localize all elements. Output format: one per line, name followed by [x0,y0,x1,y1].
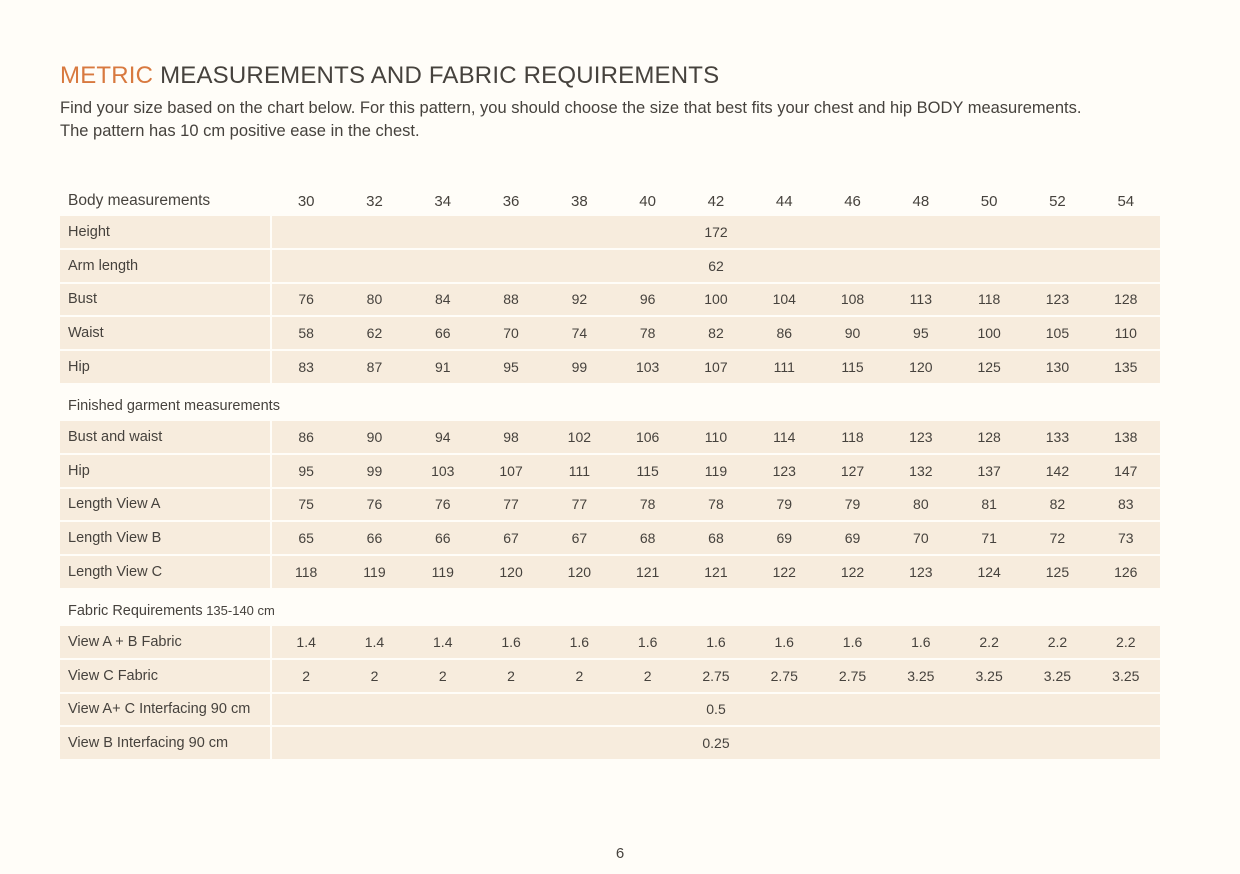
row-cell: 115 [818,351,886,385]
row-cell: 80 [887,489,955,523]
row-cell: 96 [614,284,682,318]
row-cell: 94 [409,421,477,455]
row-cell: 138 [1092,421,1160,455]
row-cell: 123 [887,556,955,590]
row-cell: 95 [887,317,955,351]
row-cell: 66 [409,317,477,351]
table-row [60,522,1160,556]
row-cell: 105 [1023,317,1091,351]
row-label: Arm length [60,250,272,284]
row-cell: 118 [955,284,1023,318]
row-cell: 90 [818,317,886,351]
row-label: Waist [60,317,272,351]
row-cell: 92 [545,284,613,318]
column-header-label: Body measurements [68,192,211,209]
row-cell: 122 [750,556,818,590]
table-row [60,556,1160,590]
row-cell: 2.2 [1023,626,1091,660]
row-cell: 111 [750,351,818,385]
table-row [60,250,1160,284]
row-cell: 2.2 [1092,626,1160,660]
row-cell: 3.25 [955,660,1023,694]
row-label: Hip [60,455,272,489]
row-cell: 91 [409,351,477,385]
row-cell: 1.6 [614,626,682,660]
table-row [60,216,1160,250]
row-cell: 1.6 [750,626,818,660]
row-cell: 110 [1092,317,1160,351]
row-cell: 2 [340,660,408,694]
row-cell: 2.75 [682,660,750,694]
row-cell: 135 [1092,351,1160,385]
page-title-rest: MEASUREMENTS AND FABRIC REQUIREMENTS [153,62,720,89]
row-cell: 66 [409,522,477,556]
section-heading: Fabric Requirements 135-140 cm [68,602,275,619]
table-header-row [60,186,1160,216]
row-cell: 119 [340,556,408,590]
section-heading-units: 135-140 cm [202,602,275,618]
table-row [60,284,1160,318]
row-cell: 1.6 [682,626,750,660]
row-label: Bust [60,284,272,318]
row-cell: 118 [272,556,340,590]
row-cell: 123 [1023,284,1091,318]
section-heading-row [60,590,1160,626]
row-cell: 1.6 [545,626,613,660]
row-cell: 84 [409,284,477,318]
row-cell: 113 [887,284,955,318]
row-cell: 65 [272,522,340,556]
row-cell: 77 [477,489,545,523]
row-cell: 127 [818,455,886,489]
size-column-header: 54 [1117,192,1135,210]
row-label: View A+ C Interfacing 90 cm [60,694,272,728]
row-cell: 1.4 [272,626,340,660]
size-column-header: 42 [707,192,725,210]
page-title [60,62,1160,90]
row-uniform-value: 172 [272,216,1160,250]
row-cell: 78 [614,489,682,523]
row-label: View C Fabric [60,660,272,694]
row-cell: 103 [614,351,682,385]
row-label: View B Interfacing 90 cm [60,727,272,761]
row-cell: 82 [1023,489,1091,523]
row-label: Length View C [60,556,272,590]
table-row [60,421,1160,455]
row-cell: 130 [1023,351,1091,385]
row-uniform-value: 0.25 [272,727,1160,761]
row-cell: 87 [340,351,408,385]
row-cell: 2 [545,660,613,694]
row-cell: 79 [818,489,886,523]
row-cell: 121 [682,556,750,590]
table-row [60,727,1160,761]
measurements-table [60,186,1160,761]
row-cell: 126 [1092,556,1160,590]
row-cell: 111 [545,455,613,489]
row-cell: 81 [955,489,1023,523]
row-cell: 68 [682,522,750,556]
table-row [60,351,1160,385]
row-cell: 69 [818,522,886,556]
row-cell: 119 [409,556,477,590]
row-label: Height [60,216,272,250]
row-cell: 98 [477,421,545,455]
row-cell: 3.25 [1092,660,1160,694]
row-cell: 125 [1023,556,1091,590]
row-cell: 100 [955,317,1023,351]
size-column-header: 36 [502,192,520,210]
row-cell: 99 [340,455,408,489]
row-uniform-value: 62 [272,250,1160,284]
size-column-header: 44 [775,192,793,210]
row-cell: 120 [887,351,955,385]
row-cell: 70 [887,522,955,556]
row-cell: 2.75 [750,660,818,694]
page-title-accent: METRIC [60,62,154,89]
row-cell: 122 [818,556,886,590]
row-cell: 110 [682,421,750,455]
row-cell: 70 [477,317,545,351]
row-cell: 107 [477,455,545,489]
row-cell: 76 [272,284,340,318]
size-column-header: 32 [366,192,383,210]
row-cell: 76 [340,489,408,523]
row-cell: 1.4 [409,626,477,660]
row-cell: 128 [1092,284,1160,318]
size-column-header: 48 [912,192,930,210]
row-cell: 133 [1023,421,1091,455]
row-cell: 3.25 [1023,660,1091,694]
row-cell: 102 [545,421,613,455]
row-cell: 123 [887,421,955,455]
size-column-header: 50 [980,192,998,210]
table-row [60,489,1160,523]
row-cell: 83 [272,351,340,385]
row-cell: 108 [818,284,886,318]
row-cell: 67 [477,522,545,556]
row-cell: 78 [682,489,750,523]
row-label: Length View A [60,489,272,523]
row-cell: 67 [545,522,613,556]
row-cell: 62 [340,317,408,351]
row-cell: 90 [340,421,408,455]
row-cell: 124 [955,556,1023,590]
row-cell: 71 [955,522,1023,556]
section-heading: Finished garment measurements [68,397,280,414]
row-uniform-value: 0.5 [272,694,1160,728]
row-cell: 2 [272,660,340,694]
row-cell: 95 [477,351,545,385]
row-cell: 1.6 [818,626,886,660]
row-cell: 3.25 [887,660,955,694]
row-cell: 120 [477,556,545,590]
row-cell: 119 [682,455,750,489]
row-label: Bust and waist [60,421,272,455]
row-cell: 78 [614,317,682,351]
row-cell: 132 [887,455,955,489]
row-cell: 100 [682,284,750,318]
row-cell: 147 [1092,455,1160,489]
page-number: 6 [615,845,625,862]
row-cell: 125 [955,351,1023,385]
row-cell: 86 [750,317,818,351]
row-cell: 72 [1023,522,1091,556]
row-cell: 128 [955,421,1023,455]
row-label: Length View B [60,522,272,556]
table-row [60,317,1160,351]
row-label: View A + B Fabric [60,626,272,660]
row-label: Hip [60,351,272,385]
row-cell: 83 [1092,489,1160,523]
row-cell: 80 [340,284,408,318]
row-cell: 77 [545,489,613,523]
section-heading-row [60,385,1160,421]
row-cell: 1.6 [477,626,545,660]
row-cell: 1.6 [887,626,955,660]
size-column-header: 52 [1049,192,1066,210]
row-cell: 2 [477,660,545,694]
row-cell: 69 [750,522,818,556]
row-cell: 120 [545,556,613,590]
row-cell: 103 [409,455,477,489]
title-block [60,62,1160,144]
page-subtitle: Find your size based on the chart below. For this pattern, you should choose the size that best fits your chest and hip BODY measurements. The pattern has 10 cm positive ease in the chest. [60,99,1082,141]
size-column-header: 34 [434,192,452,210]
size-column-header: 40 [639,192,656,210]
row-cell: 95 [272,455,340,489]
row-cell: 106 [614,421,682,455]
row-cell: 137 [955,455,1023,489]
row-cell: 82 [682,317,750,351]
row-cell: 73 [1092,522,1160,556]
table-row [60,660,1160,694]
row-cell: 114 [750,421,818,455]
row-cell: 123 [750,455,818,489]
row-cell: 86 [272,421,340,455]
size-column-header: 30 [297,192,315,210]
row-cell: 115 [614,455,682,489]
row-cell: 74 [545,317,613,351]
row-cell: 58 [272,317,340,351]
row-cell: 121 [614,556,682,590]
row-cell: 142 [1023,455,1091,489]
table-body [60,186,1160,761]
measurements-table-wrap [60,186,1160,761]
row-cell: 99 [545,351,613,385]
row-cell: 76 [409,489,477,523]
row-cell: 2.75 [818,660,886,694]
size-column-header: 38 [571,192,588,210]
row-cell: 68 [614,522,682,556]
row-cell: 88 [477,284,545,318]
row-cell: 2.2 [955,626,1023,660]
row-cell: 118 [818,421,886,455]
row-cell: 66 [340,522,408,556]
table-row [60,694,1160,728]
size-column-header: 46 [844,192,861,210]
row-cell: 104 [750,284,818,318]
table-row [60,455,1160,489]
row-cell: 2 [614,660,682,694]
row-cell: 1.4 [340,626,408,660]
row-cell: 75 [272,489,340,523]
row-cell: 107 [682,351,750,385]
row-cell: 2 [409,660,477,694]
row-cell: 79 [750,489,818,523]
table-row [60,626,1160,660]
